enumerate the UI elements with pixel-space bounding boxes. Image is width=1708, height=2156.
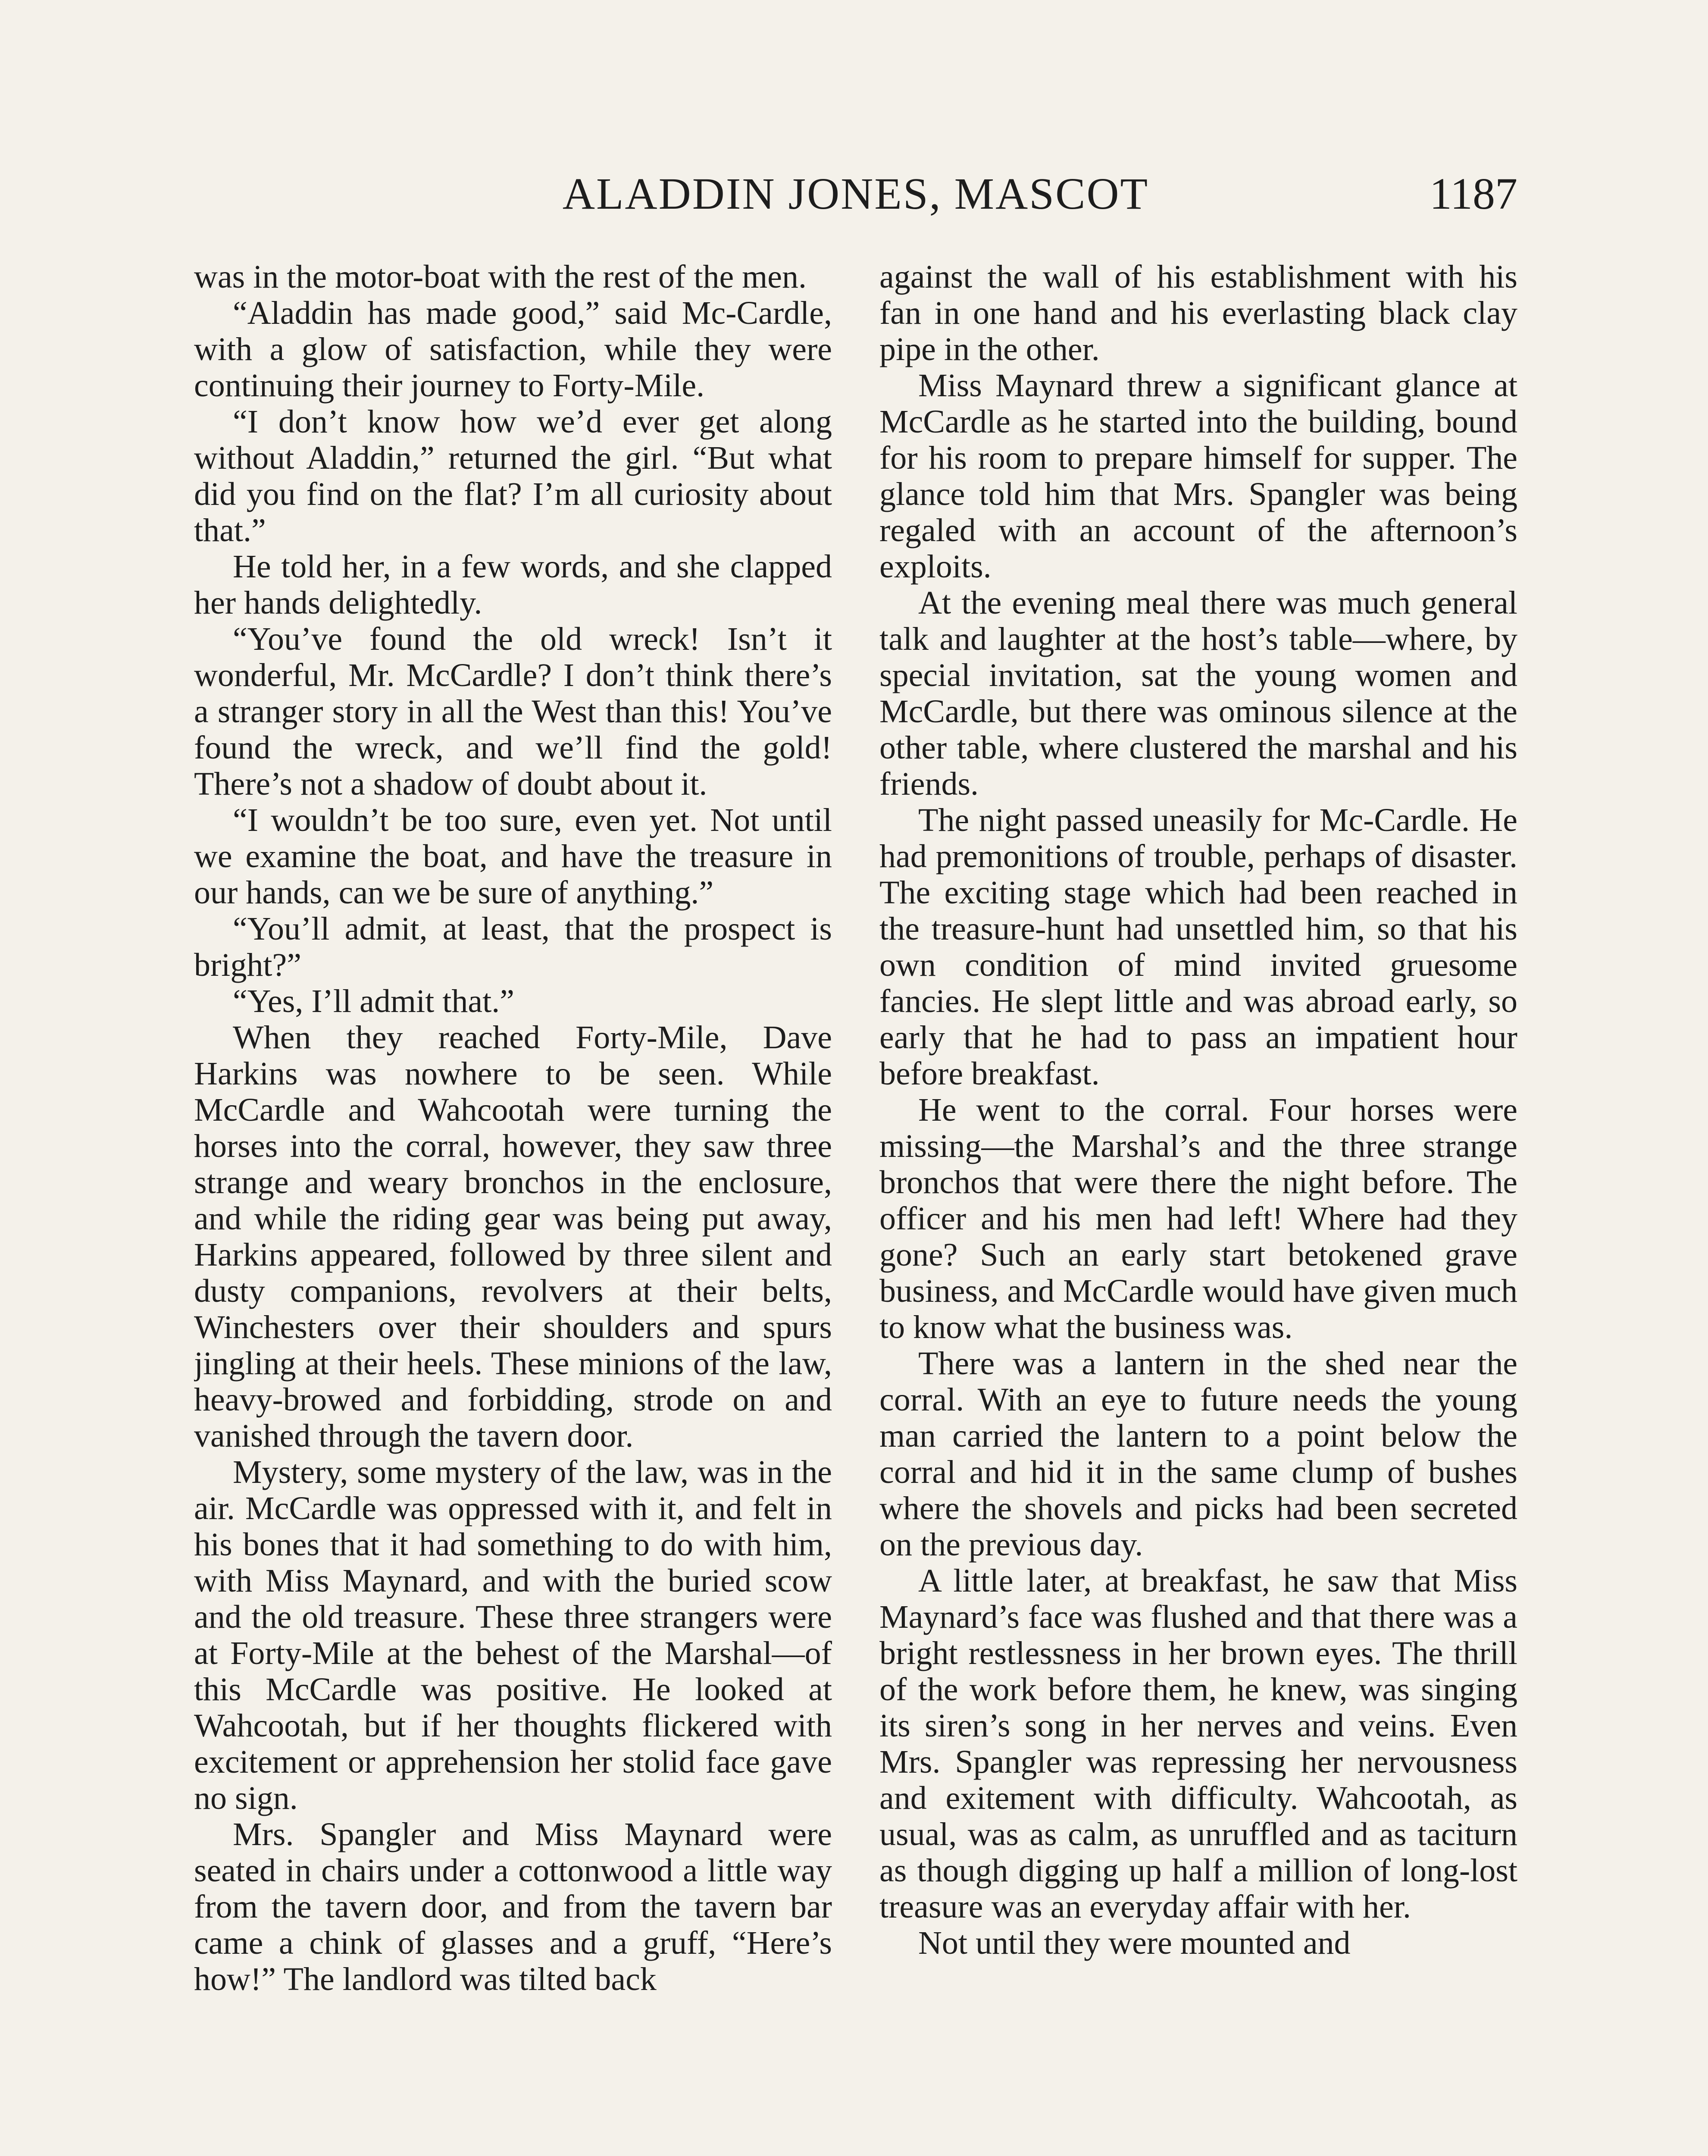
paragraph: Mrs. Spangler and Miss Maynard were seated in chairs under a cottonwood a little way from the tavern door, and from the tavern bar came a chink of glasses and a gruff, “Here’s how!” The landlord was tilted back [194, 1816, 832, 1997]
left-column [194, 259, 832, 2156]
paragraph: “You’ll admit, at least, that the prospect is bright?” [194, 911, 832, 983]
paragraph: “Yes, I’ll admit that.” [233, 983, 514, 1019]
page-number: 1187 [1429, 169, 1517, 219]
paragraph: He went to the corral. Four horses were missing—the Marshal’s and the three strange bronchos that were there the night before. The officer and his men had left! Where had they gone? Such an early start betokened grave business, and McCardle would have given much to know what the business was. [879, 1092, 1517, 1345]
paragraph: The night passed uneasily for Mc-Cardle. He had premonitions of trouble, perhaps of disaster. The exciting stage which had been reached in the treasure-hunt had unsettled him, so that his own condition of mind invited gruesome fancies. He slept little and was abroad early, so early that he had to pass an impatient hour before breakfast. [879, 802, 1517, 1092]
paragraph: When they reached Forty-Mile, Dave Harkins was nowhere to be seen. While McCardle and Wahcootah were turning the horses into the corral, however, they saw three strange and weary bronchos in the enclosure, and while the riding gear was being put away, Harkins appeared, followed by three silent and dusty companions, revolvers at their belts, Winchesters over their shoulders and spurs jingling at their heels. These minions of the law, heavy-browed and forbidding, strode on and vanished through the tavern door. [194, 1019, 832, 1454]
paragraph: “I don’t know how we’d ever get along without Aladdin,” returned the girl. “But what did you find on the flat? I’m all curiosity about that.” [194, 404, 832, 548]
paragraph: was in the motor-boat with the rest of the men. [194, 259, 807, 295]
paragraph: against the wall of his establishment with his fan in one hand and his everlasting black clay pipe in the other. [879, 259, 1517, 367]
paragraph: There was a lantern in the shed near the corral. With an eye to future needs the young man carried the lantern to a point below the corral and hid it in the same clump of bushes where the shovels and picks had been secreted on the previous day. [879, 1345, 1517, 1563]
page-title: ALADDIN JONES, MASCOT [562, 169, 1149, 219]
paragraph: Mystery, some mystery of the law, was in the air. McCardle was oppressed with it, and felt in his bones that it had something to do with him, with Miss Maynard, and with the buried scow and the old treasure. These three strangers were at Forty-Mile at the behest of the Marshal—of this McCardle was positive. He looked at Wahcootah, but if her thoughts flickered with excitement or apprehension her stolid face gave no sign. [194, 1454, 832, 1816]
right-column [879, 259, 1517, 2156]
running-header [194, 164, 1517, 224]
paragraph: A little later, at breakfast, he saw that Miss Maynard’s face was flushed and that there was a bright restlessness in her brown eyes. The thrill of the work before them, he knew, was singing its siren’s song in her nerves and veins. Even Mrs. Spangler was repressing her nervousness and exitement with difficulty. Wahcootah, as usual, was as calm, as unruffled and as taciturn as though digging up half a million of long-lost treasure was an everyday affair with her. [879, 1563, 1517, 1925]
paragraph: Miss Maynard threw a significant glance at McCardle as he started into the building, bound for his room to prepare himself for supper. The glance told him that Mrs. Spangler was being regaled with an account of the afternoon’s exploits. [879, 367, 1517, 585]
paragraph: “Aladdin has made good,” said Mc-Cardle, with a glow of satisfaction, while they were continuing their journey to Forty-Mile. [194, 295, 832, 404]
paragraph: “I wouldn’t be too sure, even yet. Not until we examine the boat, and have the treasure in our hands, can we be sure of anything.” [194, 802, 832, 911]
paragraph: “You’ve found the old wreck! Isn’t it wonderful, Mr. McCardle? I don’t think there’s a stranger story in all the West than this! You’ve found the wreck, and we’ll find the gold! There’s not a shadow of doubt about it. [194, 621, 832, 802]
paragraph: Not until they were mounted and [918, 1925, 1351, 1961]
paragraph: At the evening meal there was much general talk and laughter at the host’s table—where, by special invitation, sat the young women and McCardle, but there was ominous silence at the other table, where clustered the marshal and his friends. [879, 585, 1517, 802]
text-columns [194, 259, 1517, 2156]
paragraph: He told her, in a few words, and she clapped her hands delightedly. [194, 548, 832, 621]
